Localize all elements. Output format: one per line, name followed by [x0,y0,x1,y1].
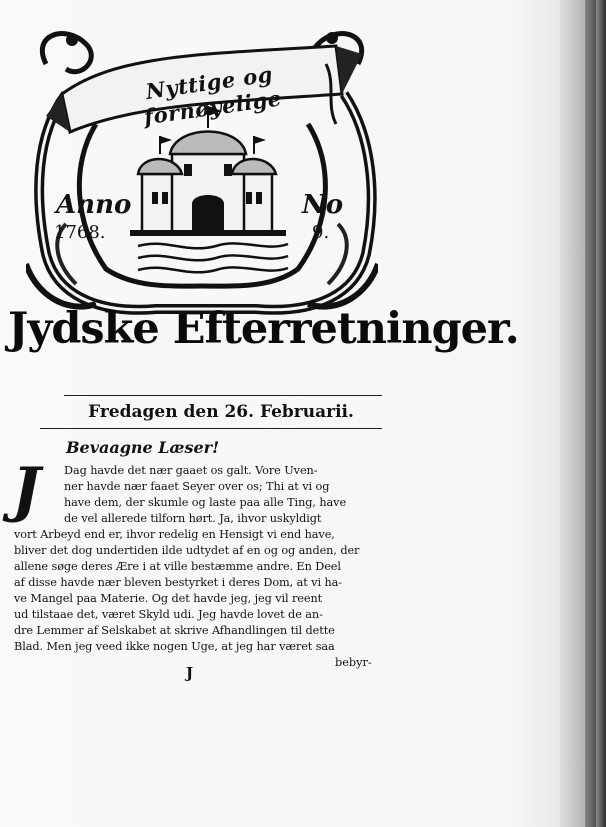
body-line: Blad. Men jeg veed ikke nogen Uge, at jeg har været saa [14,640,335,653]
issue-date: Fredagen den 26. Februarii. [88,402,354,422]
book-edge-shadow [596,0,606,827]
divider-rule [40,428,382,429]
body-line: vort Arbeyd end er, ihvor redelig en Hensigt vi end have, [14,528,335,541]
body-line: de vel allerede tilforn hørt. Ja, ihvor uskyldigt [64,512,322,525]
body-line: Dag havde det nær gaaet os galt. Vore Uven- [64,464,318,477]
body-line: bliver det dog undertiden ilde udtydet af en og og anden, der [14,544,360,557]
divider-rule [64,395,382,396]
salutation-heading: Bevaagne Læser! [66,438,220,457]
body-line: af disse havde nær bleven bestyrket i deres Dom, at vi ha- [14,576,342,589]
body-line: ud tilstaae det, været Skyld udi. Jeg havde lovet de an- [14,608,323,621]
body-line: allene søge deres Ære i at ville bestæmme andre. En Deel [14,560,341,573]
newspaper-title: Jydske Efterretninger. [8,304,519,354]
anno-label: Anno [56,190,132,220]
signature-mark: J [186,664,194,682]
number-label: No [302,190,344,220]
catchword: bebyr- [335,656,372,669]
body-line: have dem, der skumle og laste paa alle Ting, have [64,496,347,509]
body-line: ner havde nær faaet Seyer over os; Thi at vi og [64,480,330,493]
masthead-vignette [26,24,378,320]
year-label: 1768. [54,222,106,243]
issue-number: 9. [312,222,330,243]
masthead-banner-text: Nyttige og fornøyelige [142,61,284,130]
body-line: dre Lemmer af Selskabet at skrive Afhandlingen til dette [14,624,335,637]
body-line: ve Mangel paa Materie. Og det havde jeg, jeg vil reent [14,592,323,605]
drop-cap: J [12,455,41,525]
